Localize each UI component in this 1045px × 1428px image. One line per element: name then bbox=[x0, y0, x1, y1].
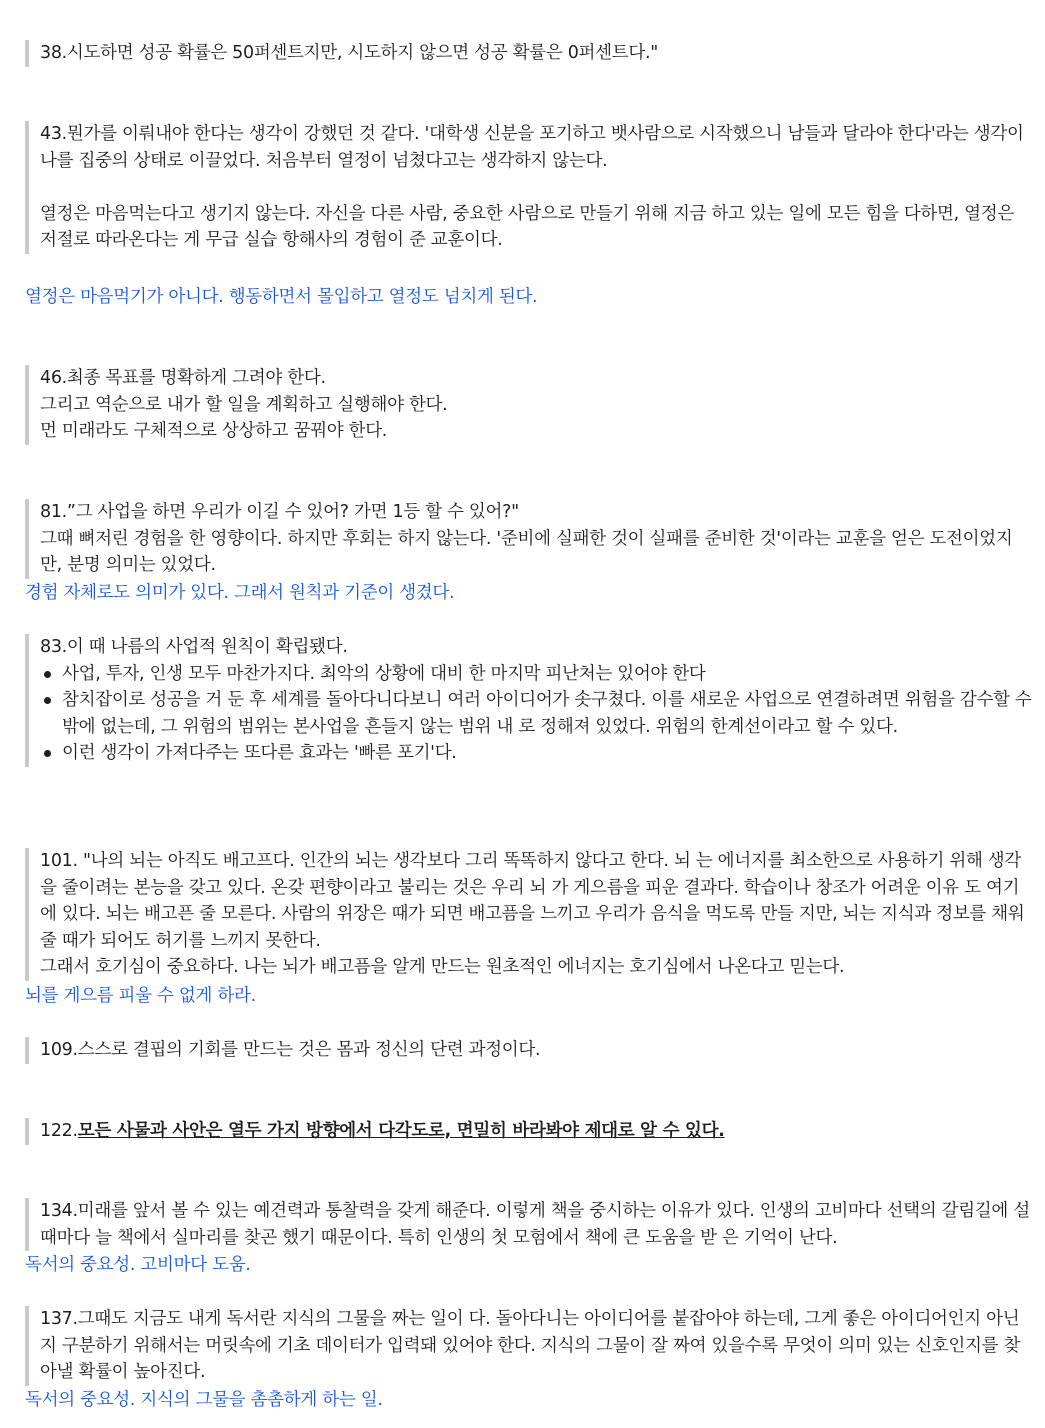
quote-block-83 bbox=[25, 634, 1033, 767]
quote-paragraph: 134.미래를 앞서 볼 수 있는 예견력과 통찰력을 갖게 해준다. 이렇게 책을 중시하는 이유가 있다. 인생의 고비마다 선택의 갈림길에 설 때마다 늘 책에서 실마리를 찾곤 했기 때문이다. 특히 인생의 첫 모험에서 책에 큰 도움을 받 은 기억이 난다. bbox=[40, 1201, 1030, 1248]
quote-text bbox=[40, 1118, 1033, 1145]
list-item: 사업, 투자, 인생 모두 마찬가지다. 최악의 상황에 대비 한 마지막 피난처는 있어야 한다 bbox=[40, 661, 1033, 688]
quote-line: 46.최종 목표를 명확하게 그려야 한다. bbox=[40, 368, 326, 388]
quote-title: 83.이 때 나름의 사업적 원칙이 확립됐다. bbox=[40, 637, 348, 657]
quote-paragraph: 43.뭔가를 이뤄내야 한다는 생각이 강했던 것 같다. '대학생 신분을 포기하고 뱃사람으로 시작했으니 남들과 달라야 한다'라는 생각이 나를 집중의 상태로 이끌었다. 처음부터 열정이 넘쳤다고는 생각하지 않는다. bbox=[40, 124, 1024, 171]
quote-line: 그리고 역순으로 내가 할 일을 계획하고 실행해야 한다. bbox=[40, 394, 448, 415]
quote-block-122 bbox=[25, 1118, 1033, 1145]
blue-note-101: 뇌를 게으름 피울 수 없게 하라. bbox=[25, 986, 256, 1006]
quote-block-38 bbox=[25, 40, 1033, 67]
quote-paragraph: 137.그때도 지금도 내게 독서란 지식의 그물을 짜는 일이 다. 돌아다니는 아이디어를 붙잡아야 하는데, 그게 좋은 아이디어인지 아닌지 구분하기 위해서는 머릿속에 기초 데이터가 입력돼 있어야 한다. 지식의 그물이 잘 짜여 있을수록 무엇이 의미 있는 신호인지를 찾아낼 확률이 높아진다. bbox=[40, 1309, 1021, 1382]
quote-block-109 bbox=[25, 1037, 1033, 1064]
blue-note-43: 열정은 마음먹기가 아니다. 행동하면서 몰입하고 열정도 넘치게 된다. bbox=[25, 287, 538, 307]
quote-text: 38.시도하면 성공 확률은 50퍼센트지만, 시도하지 않으면 성공 확률은 0퍼센트다." bbox=[40, 43, 658, 63]
quote-block-46 bbox=[25, 365, 1033, 445]
quote-block-81 bbox=[25, 499, 1033, 579]
blue-note-134: 독서의 중요성. 고비마다 도움. bbox=[25, 1255, 251, 1275]
quote-paragraph: 열정은 마음먹는다고 생기지 않는다. 자신을 다른 사람, 중요한 사람으로 만들기 위해 지금 하고 있는 일에 모든 힘을 다하면, 열정은 저절로 따라온다는 게 무급 실습 항해사의 경험이 준 교훈이다. bbox=[40, 203, 1014, 250]
bullet-list bbox=[40, 661, 1033, 767]
quote-text: 109.스스로 결핍의 기회를 만드는 것은 몸과 정신의 단련 과정이다. bbox=[40, 1040, 541, 1060]
quote-block-101 bbox=[25, 848, 1033, 981]
quote-paragraph: 그래서 호기심이 중요하다. 나는 뇌가 배고픔을 알게 만드는 원초적인 에너지는 호기심에서 나온다고 믿는다. bbox=[40, 957, 845, 977]
blue-note-81: 경험 자체로도 의미가 있다. 그래서 원칙과 기준이 생겼다. bbox=[25, 583, 455, 603]
emphasized-text: 모든 사물과 사안은 열두 가지 방향에서 다각도로, 면밀히 바라봐야 제대로 알 수 있다. bbox=[77, 1121, 725, 1141]
quote-number: 122. bbox=[40, 1121, 78, 1141]
quote-block-137 bbox=[25, 1306, 1033, 1386]
quote-paragraph: 101. "나의 뇌는 아직도 배고프다. 인간의 뇌는 생각보다 그리 똑똑하지 않다고 한다. 뇌 는 에너지를 최소한으로 사용하기 위해 생각을 줄이려는 본능을 갖고 있다. 온갖 편향이라고 불리는 것은 우리 뇌 가 게으름을 피운 결과다. 학습이나 창조가 어려운 이유 도 여기에 있다. 뇌는 배고픈 줄 모른다. 사람의 위장은 때가 되면 배고픔을 느끼고 우리가 음식을 먹도록 만들 지만, 뇌는 지식과 정보를 채워줄 때가 되어도 허기를 느끼지 못한다. bbox=[40, 851, 1025, 951]
list-item: 이런 생각이 가져다주는 또다른 효과는 '빠른 포기'다. bbox=[40, 740, 1033, 767]
quote-block-134 bbox=[25, 1198, 1033, 1251]
blue-note-137: 독서의 중요성. 지식의 그물을 촘촘하게 하는 일. bbox=[25, 1390, 383, 1410]
quote-paragraph: 그때 뼈저린 경험을 한 영향이다. 하지만 후회는 하지 않는다. '준비에 실패한 것이 실패를 준비한 것'이라는 교훈을 얻은 도전이었지만, 분명 의미는 있었다. bbox=[40, 528, 1013, 575]
quote-line: 81.”그 사업을 하면 우리가 이길 수 있어? 가면 1등 할 수 있어?" bbox=[40, 502, 519, 522]
quote-line: 먼 미래라도 구체적으로 상상하고 꿈꿔야 한다. bbox=[40, 421, 388, 441]
quote-block-43 bbox=[25, 121, 1033, 254]
list-item: 참치잡이로 성공을 거 둔 후 세계를 돌아다니다보니 여러 아이디어가 솟구쳤다. 이를 새로운 사업으로 연결하려면 위험을 감수할 수밖에 없는데, 그 위험의 범위는 본사업을 흔들지 않는 범위 내 로 정해져 있었다. 위험의 한계선이라고 할 수 있다. bbox=[40, 687, 1033, 740]
